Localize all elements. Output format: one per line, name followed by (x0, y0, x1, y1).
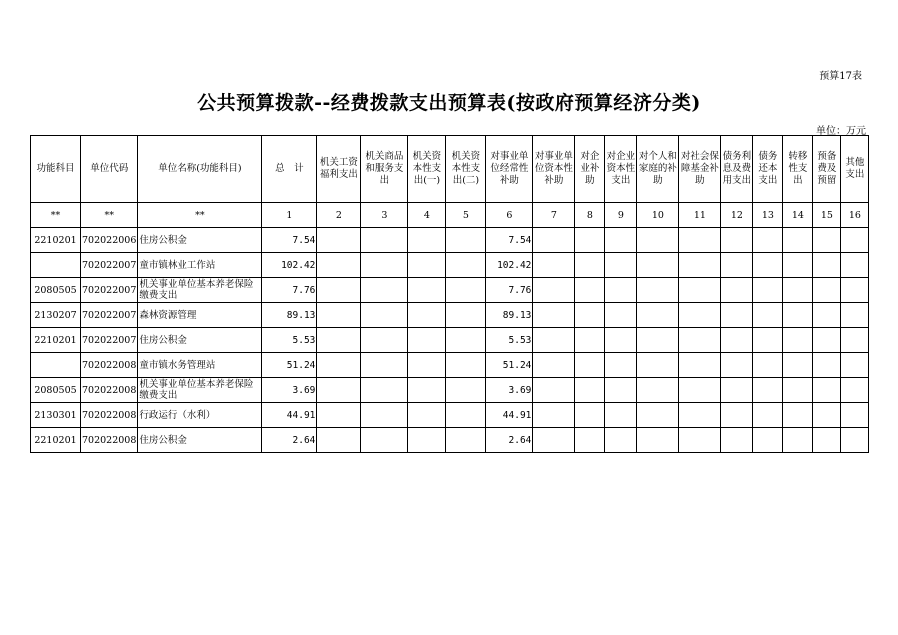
amount-cell (408, 278, 446, 303)
unit-code-cell: 702022007 (81, 303, 138, 328)
amount-cell (637, 403, 679, 428)
function-code-cell: 2210201 (31, 328, 81, 353)
column-index: 14 (783, 203, 813, 228)
table-row (31, 378, 869, 403)
column-header: 对事业单位资本性补助 (533, 136, 575, 203)
amount-cell (721, 378, 753, 403)
amount-cell (317, 403, 361, 428)
amount-cell (361, 328, 408, 353)
column-header: 对社会保障基金补助 (679, 136, 721, 203)
amount-cell (446, 378, 486, 403)
amount-cell (533, 228, 575, 253)
institution-subsidy-cell: 2.64 (486, 428, 533, 453)
amount-cell (783, 278, 813, 303)
amount-cell (841, 353, 869, 378)
unit-code-cell: 702022008 (81, 353, 138, 378)
amount-cell (575, 353, 605, 378)
amount-cell (361, 378, 408, 403)
column-header: 对个人和家庭的补助 (637, 136, 679, 203)
institution-subsidy-cell: 102.42 (486, 253, 533, 278)
amount-cell (605, 253, 637, 278)
function-code-cell: 2130301 (31, 403, 81, 428)
column-index: ** (138, 203, 262, 228)
column-header: 转移性支出 (783, 136, 813, 203)
amount-cell (317, 428, 361, 453)
amount-cell (753, 428, 783, 453)
amount-cell (753, 328, 783, 353)
function-code-cell: 2080505 (31, 378, 81, 403)
amount-cell (679, 228, 721, 253)
amount-cell (605, 403, 637, 428)
unit-name-cell: 森林资源管理 (138, 303, 262, 328)
unit-name-cell: 住房公积金 (138, 428, 262, 453)
column-header: 预备费及预留 (813, 136, 841, 203)
total-cell: 3.69 (262, 378, 317, 403)
amount-cell (361, 278, 408, 303)
column-index: 7 (533, 203, 575, 228)
amount-cell (408, 328, 446, 353)
unit-code-cell: 702022007 (81, 328, 138, 353)
column-header: 机关工资福利支出 (317, 136, 361, 203)
table-row (31, 278, 869, 303)
column-header: 债务还本支出 (753, 136, 783, 203)
column-header: 机关资本性支出(一) (408, 136, 446, 203)
amount-cell (408, 428, 446, 453)
amount-cell (637, 353, 679, 378)
amount-cell (813, 253, 841, 278)
amount-cell (783, 228, 813, 253)
amount-cell (317, 328, 361, 353)
column-index: 3 (361, 203, 408, 228)
amount-cell (637, 328, 679, 353)
amount-cell (533, 278, 575, 303)
amount-cell (783, 403, 813, 428)
amount-cell (575, 378, 605, 403)
amount-cell (841, 403, 869, 428)
column-header: 功能科目 (31, 136, 81, 203)
column-index: 4 (408, 203, 446, 228)
total-cell: 51.24 (262, 353, 317, 378)
amount-cell (533, 303, 575, 328)
amount-cell (446, 228, 486, 253)
column-header: 对事业单位经常性补助 (486, 136, 533, 203)
column-header: 对企业补助 (575, 136, 605, 203)
amount-cell (317, 353, 361, 378)
amount-cell (841, 278, 869, 303)
budget-table (30, 135, 869, 453)
column-index: 6 (486, 203, 533, 228)
amount-cell (753, 353, 783, 378)
amount-cell (317, 253, 361, 278)
index-row (31, 203, 869, 228)
amount-cell (533, 378, 575, 403)
amount-cell (813, 303, 841, 328)
unit-name-cell: 住房公积金 (138, 328, 262, 353)
amount-cell (841, 428, 869, 453)
amount-cell (783, 253, 813, 278)
amount-cell (679, 353, 721, 378)
amount-cell (361, 303, 408, 328)
amount-cell (783, 303, 813, 328)
amount-cell (813, 353, 841, 378)
amount-cell (637, 378, 679, 403)
institution-subsidy-cell: 3.69 (486, 378, 533, 403)
amount-cell (575, 328, 605, 353)
amount-cell (783, 428, 813, 453)
amount-cell (361, 403, 408, 428)
amount-cell (783, 378, 813, 403)
table-body (31, 228, 869, 453)
amount-cell (605, 428, 637, 453)
amount-cell (841, 228, 869, 253)
amount-cell (408, 303, 446, 328)
amount-cell (679, 328, 721, 353)
amount-cell (679, 378, 721, 403)
amount-cell (753, 378, 783, 403)
amount-cell (813, 278, 841, 303)
column-header: 机关商品和服务支出 (361, 136, 408, 203)
column-index: ** (81, 203, 138, 228)
column-header: 其他支出 (841, 136, 869, 203)
total-cell: 2.64 (262, 428, 317, 453)
amount-cell (813, 228, 841, 253)
amount-cell (679, 403, 721, 428)
function-code-cell: 2210201 (31, 428, 81, 453)
amount-cell (679, 303, 721, 328)
amount-cell (841, 303, 869, 328)
amount-cell (753, 228, 783, 253)
amount-cell (605, 353, 637, 378)
amount-cell (533, 353, 575, 378)
unit-code-cell: 702022008 (81, 378, 138, 403)
amount-cell (408, 353, 446, 378)
unit-code-cell: 702022007 (81, 278, 138, 303)
amount-cell (721, 278, 753, 303)
amount-cell (841, 378, 869, 403)
amount-cell (605, 278, 637, 303)
amount-cell (753, 403, 783, 428)
amount-cell (813, 428, 841, 453)
unit-name-cell: 机关事业单位基本养老保险缴费支出 (138, 378, 262, 403)
amount-cell (605, 378, 637, 403)
amount-cell (575, 403, 605, 428)
amount-cell (408, 403, 446, 428)
unit-label: 单位：万元 (816, 126, 866, 137)
amount-cell (637, 428, 679, 453)
total-cell: 7.54 (262, 228, 317, 253)
column-header: 对企业资本性支出 (605, 136, 637, 203)
amount-cell (721, 403, 753, 428)
amount-cell (446, 403, 486, 428)
amount-cell (533, 328, 575, 353)
amount-cell (408, 378, 446, 403)
amount-cell (575, 303, 605, 328)
amount-cell (813, 403, 841, 428)
column-index: 2 (317, 203, 361, 228)
institution-subsidy-cell: 89.13 (486, 303, 533, 328)
column-index: 5 (446, 203, 486, 228)
table-row (31, 428, 869, 453)
amount-cell (317, 378, 361, 403)
amount-cell (783, 353, 813, 378)
amount-cell (721, 253, 753, 278)
amount-cell (605, 328, 637, 353)
column-index: ** (31, 203, 81, 228)
amount-cell (721, 328, 753, 353)
column-header: 总 计 (262, 136, 317, 203)
column-header: 债务利息及费用支出 (721, 136, 753, 203)
amount-cell (813, 328, 841, 353)
amount-cell (679, 278, 721, 303)
amount-cell (575, 228, 605, 253)
column-index: 1 (262, 203, 317, 228)
table-row (31, 353, 869, 378)
amount-cell (605, 303, 637, 328)
amount-cell (575, 253, 605, 278)
column-index: 8 (575, 203, 605, 228)
amount-cell (317, 303, 361, 328)
unit-name-cell: 童市镇水务管理站 (138, 353, 262, 378)
column-index: 13 (753, 203, 783, 228)
table-row (31, 403, 869, 428)
unit-code-cell: 702022007 (81, 253, 138, 278)
amount-cell (361, 353, 408, 378)
amount-cell (408, 253, 446, 278)
column-index: 15 (813, 203, 841, 228)
amount-cell (446, 303, 486, 328)
amount-cell (361, 228, 408, 253)
function-code-cell: 2130207 (31, 303, 81, 328)
amount-cell (446, 353, 486, 378)
amount-cell (753, 278, 783, 303)
table-row (31, 328, 869, 353)
amount-cell (446, 328, 486, 353)
amount-cell (446, 428, 486, 453)
amount-cell (317, 278, 361, 303)
amount-cell (721, 428, 753, 453)
amount-cell (575, 278, 605, 303)
institution-subsidy-cell: 7.76 (486, 278, 533, 303)
institution-subsidy-cell: 51.24 (486, 353, 533, 378)
unit-code-cell: 702022006 (81, 228, 138, 253)
function-code-cell: 2210201 (31, 228, 81, 253)
amount-cell (637, 278, 679, 303)
amount-cell (721, 353, 753, 378)
column-header: 机关资本性支出(二) (446, 136, 486, 203)
total-cell: 89.13 (262, 303, 317, 328)
institution-subsidy-cell: 44.91 (486, 403, 533, 428)
amount-cell (841, 328, 869, 353)
amount-cell (317, 228, 361, 253)
function-code-cell: 2080505 (31, 278, 81, 303)
amount-cell (841, 253, 869, 278)
unit-name-cell: 住房公积金 (138, 228, 262, 253)
column-index: 9 (605, 203, 637, 228)
amount-cell (446, 278, 486, 303)
function-code-cell (31, 253, 81, 278)
amount-cell (753, 303, 783, 328)
form-number: 预算17表 (819, 71, 862, 82)
amount-cell (533, 403, 575, 428)
header-row (31, 136, 869, 203)
column-index: 12 (721, 203, 753, 228)
amount-cell (679, 428, 721, 453)
amount-cell (361, 253, 408, 278)
amount-cell (605, 228, 637, 253)
amount-cell (679, 253, 721, 278)
institution-subsidy-cell: 5.53 (486, 328, 533, 353)
total-cell: 5.53 (262, 328, 317, 353)
column-index: 10 (637, 203, 679, 228)
amount-cell (813, 378, 841, 403)
amount-cell (721, 303, 753, 328)
amount-cell (753, 253, 783, 278)
table-row (31, 303, 869, 328)
total-cell: 102.42 (262, 253, 317, 278)
amount-cell (446, 253, 486, 278)
column-index: 11 (679, 203, 721, 228)
amount-cell (533, 253, 575, 278)
amount-cell (637, 253, 679, 278)
total-cell: 44.91 (262, 403, 317, 428)
amount-cell (361, 428, 408, 453)
amount-cell (637, 303, 679, 328)
total-cell: 7.76 (262, 278, 317, 303)
column-index: 16 (841, 203, 869, 228)
amount-cell (408, 228, 446, 253)
table-row (31, 228, 869, 253)
column-header: 单位代码 (81, 136, 138, 203)
amount-cell (721, 228, 753, 253)
unit-name-cell: 童市镇林业工作站 (138, 253, 262, 278)
unit-code-cell: 702022008 (81, 428, 138, 453)
unit-name-cell: 机关事业单位基本养老保险缴费支出 (138, 278, 262, 303)
amount-cell (783, 328, 813, 353)
function-code-cell (31, 353, 81, 378)
page-title: 公共预算拨款--经费拨款支出预算表(按政府预算经济分类) (197, 92, 701, 114)
unit-code-cell: 702022008 (81, 403, 138, 428)
amount-cell (575, 428, 605, 453)
unit-name-cell: 行政运行（水利） (138, 403, 262, 428)
amount-cell (533, 428, 575, 453)
amount-cell (637, 228, 679, 253)
institution-subsidy-cell: 7.54 (486, 228, 533, 253)
table-row (31, 253, 869, 278)
column-header: 单位名称(功能科目) (138, 136, 262, 203)
